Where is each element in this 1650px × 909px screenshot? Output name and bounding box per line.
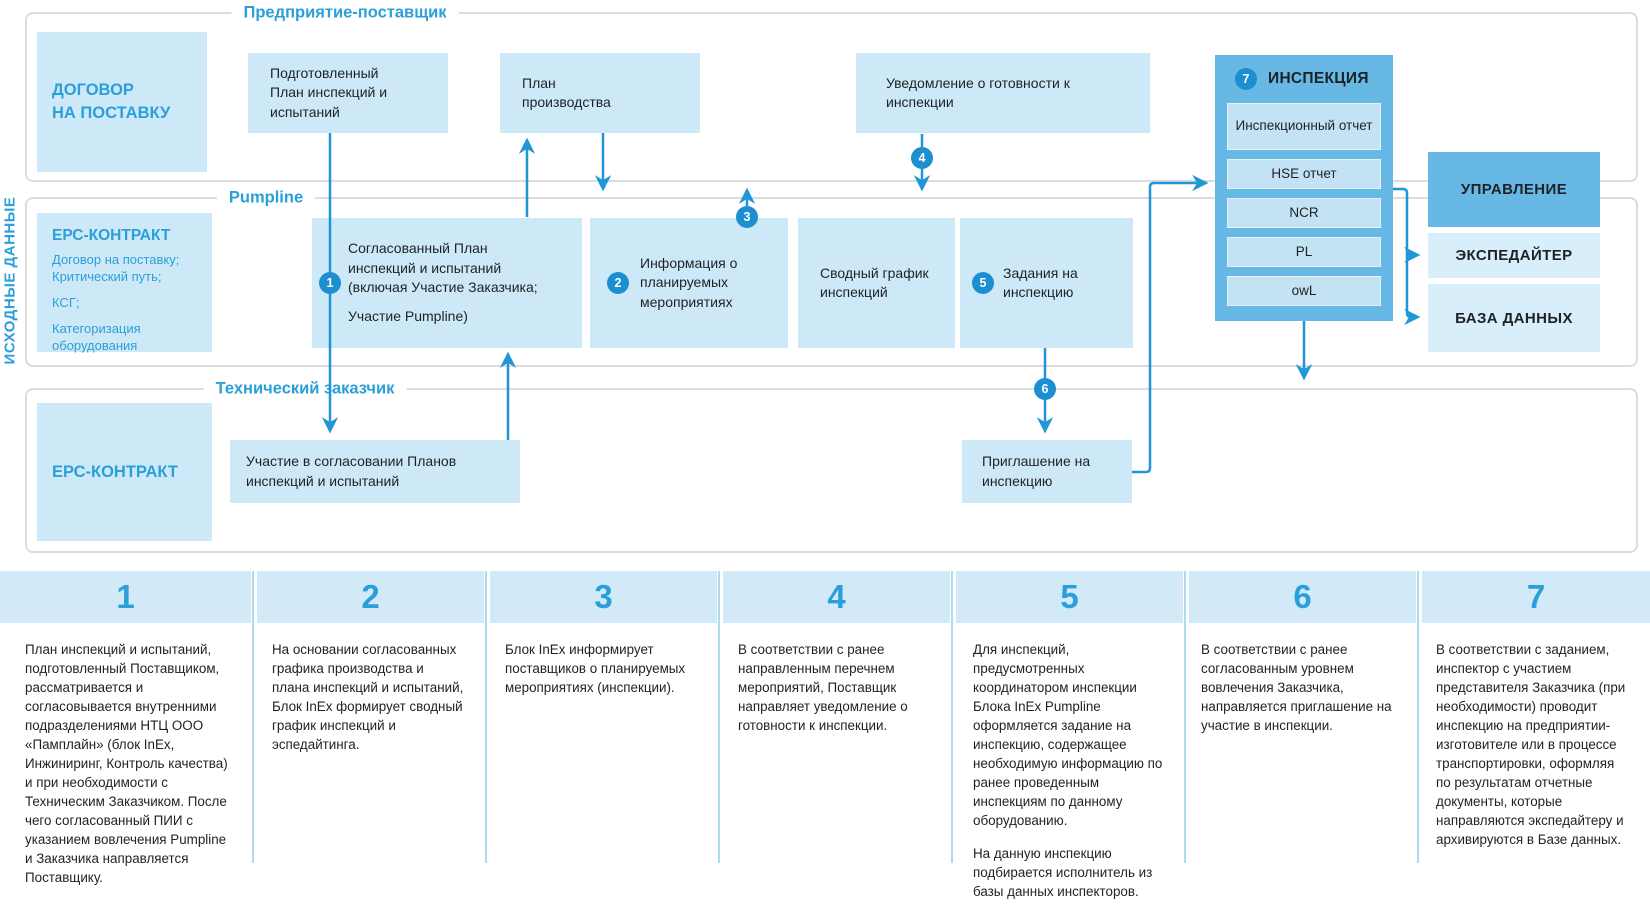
legend-text-1-p1: План инспекций и испытаний, подготовленный Поставщиком, рассматривается и согласовывается внутренними подразделениями НТЦ ООО «Памплайн» (блок InEx, Инжиниринг, Контроль качества) и при необходимости с Техническим Заказчиком. После чего согласованный ПИИ с указанием вовлечения Pumpline и Заказчика направляется Поставщику. xyxy=(25,642,228,886)
agreed-plan-text: Согласованный План инспекций и испытаний (включая Участие Заказчика; xyxy=(348,240,538,295)
legend-divider-3 xyxy=(718,571,720,863)
legend-text-5-p1: Для инспекций, предусмотренных координатором инспекции Блока InEx Pumpline оформляется задание на инспекцию, содержащее необходимую информацию по ранее проведенным инспекциям по данному оборудованию. xyxy=(973,642,1163,829)
expediter-text: ЭКСПЕДАЙТЕР xyxy=(1455,247,1573,264)
prepared-plan-text: Подготовленный План инспекций и испытаний xyxy=(270,65,388,120)
step-badge-2: 2 xyxy=(607,272,629,294)
legend-text-7-p1: В соответствии с заданием, инспектор с участием представителя Заказчика (при необходимости) проводит инспекцию на предприятии-изготовителе или в процессе транспортировки, оформляя по результатам отчетные документы, которые направляются экспедайтеру и архивируются в Базе данных. xyxy=(1436,642,1626,848)
step-badge-5: 5 xyxy=(972,272,994,294)
legend-header-5: 5 xyxy=(956,571,1183,623)
legend-header-6: 6 xyxy=(1189,571,1416,623)
epc-detail-categorization: Категоризация оборудования xyxy=(52,320,141,353)
step-badge-7: 7 xyxy=(1235,68,1257,90)
inspection-header xyxy=(1215,55,1393,90)
box-management xyxy=(1428,152,1600,227)
legend-text-6-p1: В соответствии с ранее согласованным уровнем вовлечения Заказчика, направляется приглашение на участие в инспекции. xyxy=(1201,642,1392,734)
epc-pumpline-title: ЕРС-КОНТРАКТ xyxy=(52,227,171,244)
legend-text-3 xyxy=(505,640,701,711)
inspection-invitation-text: Приглашение на инспекцию xyxy=(982,453,1091,489)
legend-header-7: 7 xyxy=(1422,571,1650,623)
step-badge-1: 1 xyxy=(319,272,341,294)
box-epc-contract-pumpline xyxy=(37,213,212,352)
legend-text-4-p1: В соответствии с ранее направленным перечнем мероприятий, Поставщик направляет уведомление о готовности к инспекции. xyxy=(738,642,908,734)
legend-text-7 xyxy=(1436,640,1630,863)
legend-divider-4 xyxy=(951,571,953,863)
inspection-tasks-text: Задания на инспекцию xyxy=(1003,264,1078,300)
legend-text-5-p2: На данную инспекцию подбирается исполнитель из базы данных инспекторов. xyxy=(973,846,1153,900)
epc-customer-text: ЕРС-КОНТРАКТ xyxy=(52,462,178,481)
lane-label-customer: Технический заказчик xyxy=(204,380,407,399)
box-inspection-invitation xyxy=(962,440,1132,503)
legend-text-5 xyxy=(973,640,1169,909)
legend-text-1 xyxy=(25,640,230,901)
owl-item: owL xyxy=(1227,276,1381,306)
legend-text-3-p1: Блок InEx информирует поставщиков о планируемых мероприятиях (инспекции). xyxy=(505,642,686,696)
inspection-report-item: Инспекционный отчет xyxy=(1227,103,1381,150)
box-epc-contract-customer xyxy=(37,403,212,541)
step-badge-4: 4 xyxy=(911,147,933,169)
legend-divider-5 xyxy=(1184,571,1186,863)
legend-text-2-p1: На основании согласованных графика производства и плана инспекций и испытаний, Блок InEx формирует сводный график инспекций и эспедайтинга. xyxy=(272,642,464,753)
legend-divider-2 xyxy=(485,571,487,863)
source-data-vertical-label: ИСХОДНЫЕ ДАННЫЕ xyxy=(1,196,19,365)
supply-contract-line1: ДОГОВОР xyxy=(52,80,134,99)
box-inspection xyxy=(1215,55,1393,321)
box-consolidated-schedule xyxy=(798,218,955,348)
epc-detail-ksg: КСГ; xyxy=(52,294,80,310)
inspection-outputs xyxy=(1227,103,1381,306)
inspection-title: ИНСПЕКЦИЯ xyxy=(1268,70,1369,87)
plan-participation-text: Участие в согласовании Планов инспекций и испытаний xyxy=(246,453,457,489)
box-production-plan xyxy=(500,53,700,133)
legend-header-1: 1 xyxy=(0,571,251,623)
database-text: БАЗА ДАННЫХ xyxy=(1455,309,1573,327)
legend-header-4: 4 xyxy=(723,571,950,623)
legend-text-4 xyxy=(738,640,934,749)
legend-header-3: 3 xyxy=(490,571,717,623)
readiness-notification-text: Уведомление о готовности к инспекции xyxy=(886,74,1070,110)
planned-events-info-text: Информация о планируемых мероприятиях xyxy=(640,255,738,310)
ncr-item: NCR xyxy=(1227,198,1381,228)
production-plan-text: План производства xyxy=(522,74,611,110)
legend-header-2: 2 xyxy=(257,571,484,623)
pl-item: PL xyxy=(1227,237,1381,267)
epc-detail-critical-path: Критический путь; xyxy=(52,268,162,284)
legend-divider-6 xyxy=(1417,571,1419,863)
legend-text-6 xyxy=(1201,640,1393,749)
epc-detail-supply: Договор на поставку; xyxy=(52,252,180,267)
box-expediter xyxy=(1428,233,1600,278)
box-agreed-plan xyxy=(312,218,582,348)
supply-contract-line2: НА ПОСТАВКУ xyxy=(52,104,171,122)
legend-text-2 xyxy=(272,640,464,768)
box-plan-participation xyxy=(230,440,520,503)
lane-label-pumpline: Pumpline xyxy=(217,189,315,208)
legend-divider-1 xyxy=(252,571,254,863)
box-database xyxy=(1428,284,1600,352)
box-prepared-plan xyxy=(248,53,448,133)
epc-pumpline-details xyxy=(52,252,198,354)
step-badge-3: 3 xyxy=(736,206,758,228)
management-text: УПРАВЛЕНИЕ xyxy=(1460,181,1568,198)
lane-label-supplier: Предприятие-поставщик xyxy=(231,4,458,23)
box-readiness-notification xyxy=(856,53,1150,133)
box-supply-contract xyxy=(37,32,207,172)
hse-report-item: HSE отчет xyxy=(1227,159,1381,189)
step-badge-6: 6 xyxy=(1034,378,1056,400)
agreed-plan-text2: Участие Pumpline) xyxy=(348,308,468,325)
consolidated-schedule-text: Сводный график инспекций xyxy=(820,264,929,300)
